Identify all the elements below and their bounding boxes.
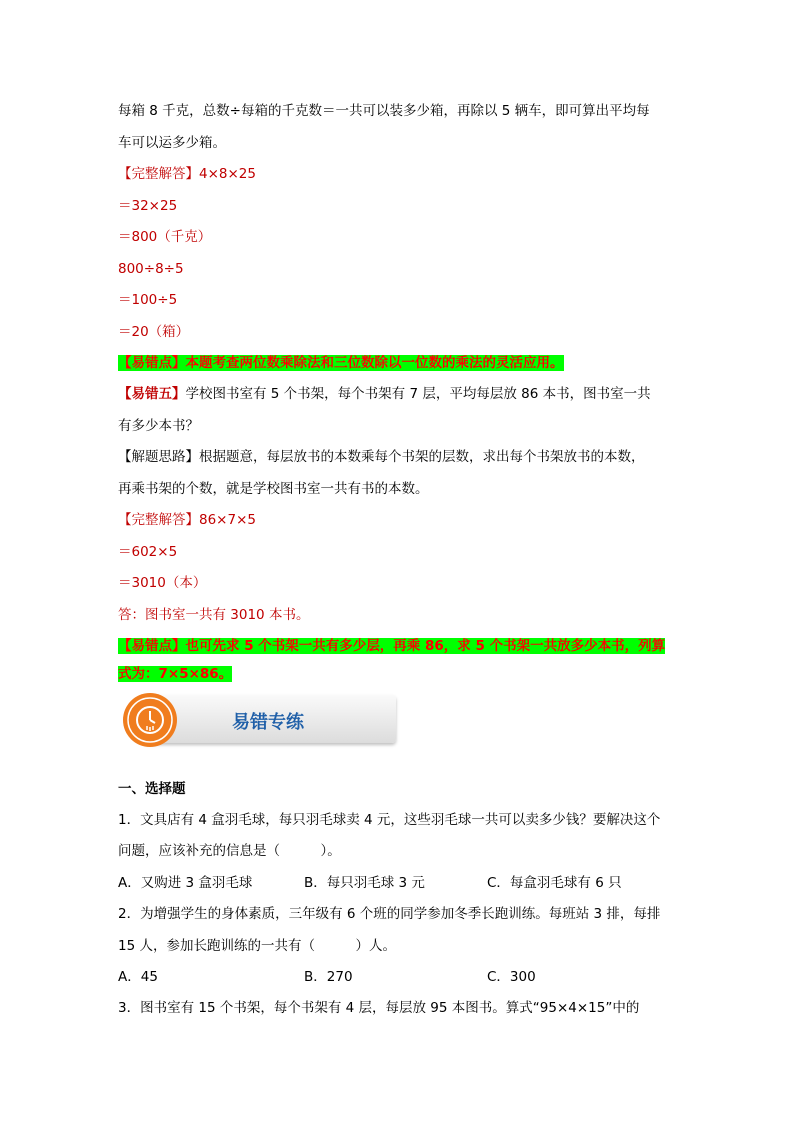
error-point-line xyxy=(118,353,564,373)
text-line: 车可以运多少箱。 xyxy=(118,135,226,151)
question-line: 1．文具店有 4 盒羽毛球，每只羽毛球卖 4 元，这些羽毛球一共可以卖多少钱？要解决这个 xyxy=(118,812,661,828)
answer-line: ＝20（箱） xyxy=(118,324,190,340)
question-line: 3．图书室有 15 个书架，每个书架有 4 层，每层放 95 本图书。算式“95×4×15”中的 xyxy=(118,1000,640,1016)
answer-line: 800÷8÷5 xyxy=(118,261,184,277)
text-line: 每箱 8 千克，总数÷每箱的千克数＝一共可以装多少箱，再除以 5 辆车，即可算出平均每 xyxy=(118,103,650,119)
answer-line: ＝3010（本） xyxy=(118,575,207,591)
answer-label: 【完整解答】 xyxy=(118,166,199,182)
option-c: C．每盒羽毛球有 6 只 xyxy=(487,875,622,891)
answer-line: ＝800（千克） xyxy=(118,229,212,245)
text-line: 再乘书架的个数，就是学校图书室一共有书的本数。 xyxy=(118,481,429,497)
answer-label: 【完整解答】 xyxy=(118,512,199,528)
clock-icon xyxy=(122,692,178,748)
error-point-highlight: 【易错点】也可先求 5 个书架一共有多少层，再乘 86，求 5 个书架一共放多少本书，列算 xyxy=(118,638,666,654)
option-a: A．45 xyxy=(118,969,158,985)
question-line: 15 人，参加长跑训练的一共有（ ）人。 xyxy=(118,938,396,954)
answer-line: 答：图书室一共有 3010 本书。 xyxy=(118,607,310,623)
question-line: 2．为增强学生的身体素质，三年级有 6 个班的同学参加冬季长跑训练。每班站 3 排，每排 xyxy=(118,906,661,922)
question-line: 问题，应该补充的信息是（ ）。 xyxy=(118,843,341,859)
answer-value: 86×7×5 xyxy=(199,512,256,528)
answer-line: ＝602×5 xyxy=(118,544,178,560)
answer-line: ＝32×25 xyxy=(118,198,178,214)
error-point-line xyxy=(118,664,232,684)
problem-text: 学校图书室有 5 个书架，每个书架有 7 层，平均每层放 86 本书，图书室一共 xyxy=(185,386,651,402)
answer-value: 4×8×25 xyxy=(199,166,256,182)
section-banner xyxy=(122,692,398,750)
problem-line xyxy=(118,384,651,404)
answer-line: ＝100÷5 xyxy=(118,292,178,308)
section-heading: 一、选择题 xyxy=(118,781,186,797)
answer-line xyxy=(118,510,256,530)
option-b: B．每只羽毛球 3 元 xyxy=(304,875,425,891)
error-point-line xyxy=(118,636,665,656)
answer-line xyxy=(118,164,256,184)
option-a: A．又购进 3 盒羽毛球 xyxy=(118,875,253,891)
option-b: B．270 xyxy=(304,969,353,985)
text-line: 【解题思路】根据题意，每层放书的本数乘每个书架的层数，求出每个书架放书的本数， xyxy=(118,449,645,465)
banner-title: 易错专练 xyxy=(232,712,304,733)
error-point-highlight: 【易错点】本题考查两位数乘除法和三位数除以一位数的乘法的灵活应用。 xyxy=(118,355,564,371)
error-point-highlight: 式为：7×5×86。 xyxy=(118,666,233,682)
problem-line: 有多少本书？ xyxy=(118,418,199,434)
problem-label: 【易错五】 xyxy=(118,386,186,402)
option-c: C．300 xyxy=(487,969,536,985)
